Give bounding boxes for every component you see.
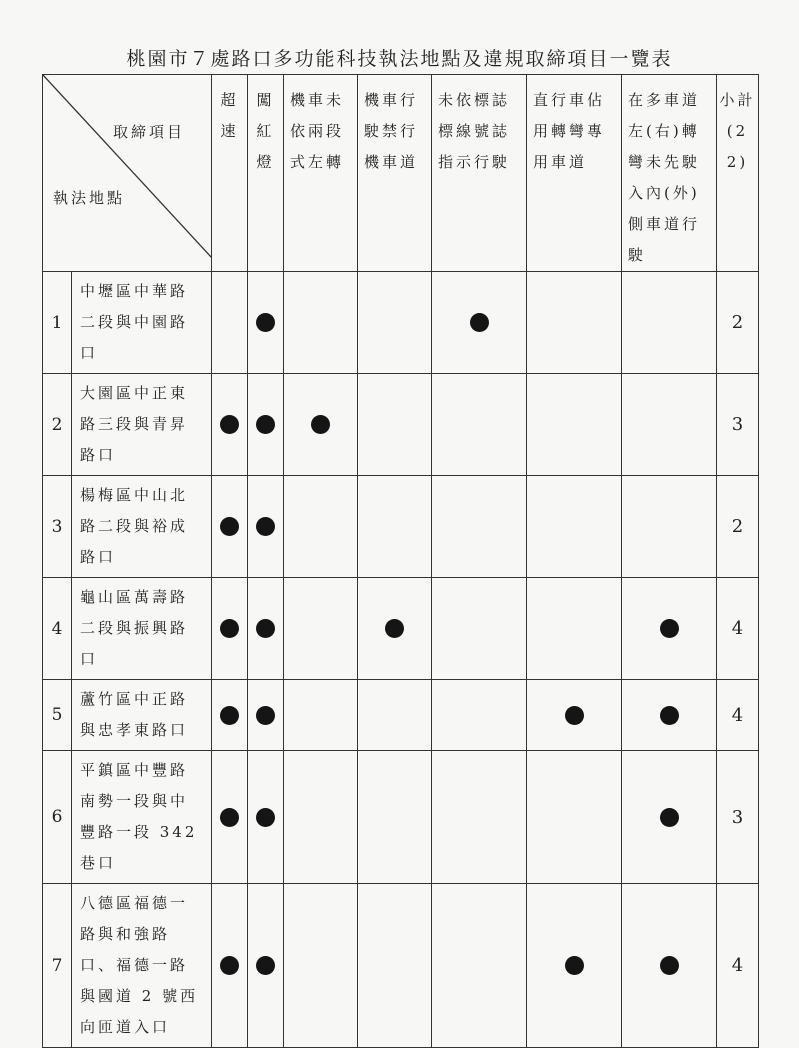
mark-cell — [622, 751, 717, 884]
mark-cell — [432, 680, 527, 751]
item-axis-label: 取締項目 — [112, 123, 185, 141]
column-header-sign-compliance: 未依標誌標線號誌指示行駛 — [432, 75, 527, 272]
diagonal-line — [43, 75, 212, 258]
filled-dot-icon — [220, 517, 239, 536]
mark-cell — [248, 578, 284, 680]
mark-cell — [284, 374, 358, 476]
mark-cell — [212, 374, 248, 476]
mark-cell — [248, 476, 284, 578]
table-row — [43, 751, 759, 884]
mark-cell — [358, 476, 432, 578]
mark-cell — [358, 680, 432, 751]
mark-cell — [622, 374, 717, 476]
subtotal-cell: 2 — [717, 476, 759, 578]
document-title: 桃園市７處路口多功能科技執法地點及違規取締項目一覽表 — [126, 48, 673, 70]
mark-cell — [248, 884, 284, 1048]
location-cell — [43, 272, 212, 374]
row-number: 1 — [43, 272, 72, 373]
mark-cell — [432, 476, 527, 578]
mark-cell — [622, 272, 717, 374]
subtotal-cell: 4 — [717, 578, 759, 680]
filled-dot-icon — [256, 706, 275, 725]
corner-cell — [43, 75, 212, 272]
filled-dot-icon — [470, 313, 489, 332]
location-cell — [43, 680, 212, 751]
filled-dot-icon — [220, 808, 239, 827]
subtotal-cell: 3 — [717, 751, 759, 884]
location-cell — [43, 578, 212, 680]
location-name: 平鎮區中豐路南勢一段與中豐路一段 342 巷口 — [80, 761, 198, 872]
mark-cell — [358, 884, 432, 1048]
filled-dot-icon — [385, 619, 404, 638]
filled-dot-icon — [256, 415, 275, 434]
location-cell — [43, 751, 212, 884]
mark-cell — [432, 578, 527, 680]
table-row — [43, 374, 759, 476]
row-number: 3 — [43, 476, 72, 577]
enforcement-table — [42, 74, 759, 1048]
mark-cell — [527, 476, 622, 578]
mark-cell — [248, 374, 284, 476]
filled-dot-icon — [565, 706, 584, 725]
mark-cell — [284, 884, 358, 1048]
location-name: 大園區中正東路三段與青昇路口 — [80, 384, 189, 464]
filled-dot-icon — [220, 956, 239, 975]
filled-dot-icon — [256, 956, 275, 975]
filled-dot-icon — [256, 313, 275, 332]
table-row — [43, 578, 759, 680]
subtotal-cell: 4 — [717, 884, 759, 1048]
mark-cell — [527, 272, 622, 374]
location-name: 中壢區中華路二段與中園路口 — [80, 282, 189, 362]
filled-dot-icon — [565, 956, 584, 975]
filled-dot-icon — [660, 956, 679, 975]
mark-cell — [212, 272, 248, 374]
filled-dot-icon — [256, 619, 275, 638]
mark-cell — [248, 751, 284, 884]
mark-cell — [358, 272, 432, 374]
mark-cell — [527, 680, 622, 751]
mark-cell — [622, 578, 717, 680]
table-row — [43, 272, 759, 374]
mark-cell — [622, 476, 717, 578]
mark-cell — [212, 578, 248, 680]
mark-cell — [284, 272, 358, 374]
column-header-subtotal: 小計(22) — [717, 75, 759, 272]
column-header-motorcycle-lane: 機車行駛禁行機車道 — [358, 75, 432, 272]
mark-cell — [284, 680, 358, 751]
mark-cell — [284, 476, 358, 578]
filled-dot-icon — [220, 415, 239, 434]
table-row — [43, 476, 759, 578]
location-name: 龜山區萬壽路二段與振興路口 — [80, 588, 189, 668]
row-number: 5 — [43, 680, 72, 750]
column-header-speeding: 超速 — [212, 75, 248, 272]
mark-cell — [432, 374, 527, 476]
table-row — [43, 884, 759, 1048]
mark-cell — [212, 884, 248, 1048]
filled-dot-icon — [256, 808, 275, 827]
location-name: 蘆竹區中正路與忠孝東路口 — [80, 690, 189, 739]
filled-dot-icon — [660, 808, 679, 827]
location-cell — [43, 374, 212, 476]
table-body — [43, 272, 759, 1048]
mark-cell — [527, 751, 622, 884]
location-name: 八德區福德一路與和強路口、福德一路與國道 2 號西向匝道入口 — [80, 894, 199, 1036]
row-number: 4 — [43, 578, 72, 679]
mark-cell — [284, 751, 358, 884]
column-header-red-light: 闖紅燈 — [248, 75, 284, 272]
mark-cell — [432, 272, 527, 374]
location-cell — [43, 476, 212, 578]
subtotal-cell: 2 — [717, 272, 759, 374]
filled-dot-icon — [311, 415, 330, 434]
mark-cell — [527, 374, 622, 476]
filled-dot-icon — [220, 706, 239, 725]
subtotal-cell: 3 — [717, 374, 759, 476]
mark-cell — [212, 476, 248, 578]
location-axis-label: 執法地點 — [53, 189, 126, 207]
table-row — [43, 680, 759, 751]
header-row — [43, 75, 759, 272]
column-header-lane-change-turn: 在多車道左(右)轉彎未先駛入內(外)側車道行駛 — [622, 75, 717, 272]
row-number: 2 — [43, 374, 72, 475]
subtotal-cell: 4 — [717, 680, 759, 751]
column-header-two-stage-turn: 機車未依兩段式左轉 — [284, 75, 358, 272]
location-cell — [43, 884, 212, 1048]
mark-cell — [527, 884, 622, 1048]
mark-cell — [622, 884, 717, 1048]
row-number: 7 — [43, 884, 72, 1047]
filled-dot-icon — [660, 619, 679, 638]
filled-dot-icon — [256, 517, 275, 536]
mark-cell — [284, 578, 358, 680]
filled-dot-icon — [220, 619, 239, 638]
mark-cell — [527, 578, 622, 680]
mark-cell — [358, 374, 432, 476]
mark-cell — [248, 272, 284, 374]
mark-cell — [248, 680, 284, 751]
mark-cell — [622, 680, 717, 751]
filled-dot-icon — [660, 706, 679, 725]
mark-cell — [432, 884, 527, 1048]
mark-cell — [358, 578, 432, 680]
location-name: 楊梅區中山北路二段與裕成路口 — [80, 486, 189, 566]
mark-cell — [212, 680, 248, 751]
row-number: 6 — [43, 751, 72, 883]
mark-cell — [432, 751, 527, 884]
mark-cell — [212, 751, 248, 884]
column-header-turn-lane-occupied: 直行車佔用轉彎專用車道 — [527, 75, 622, 272]
mark-cell — [358, 751, 432, 884]
